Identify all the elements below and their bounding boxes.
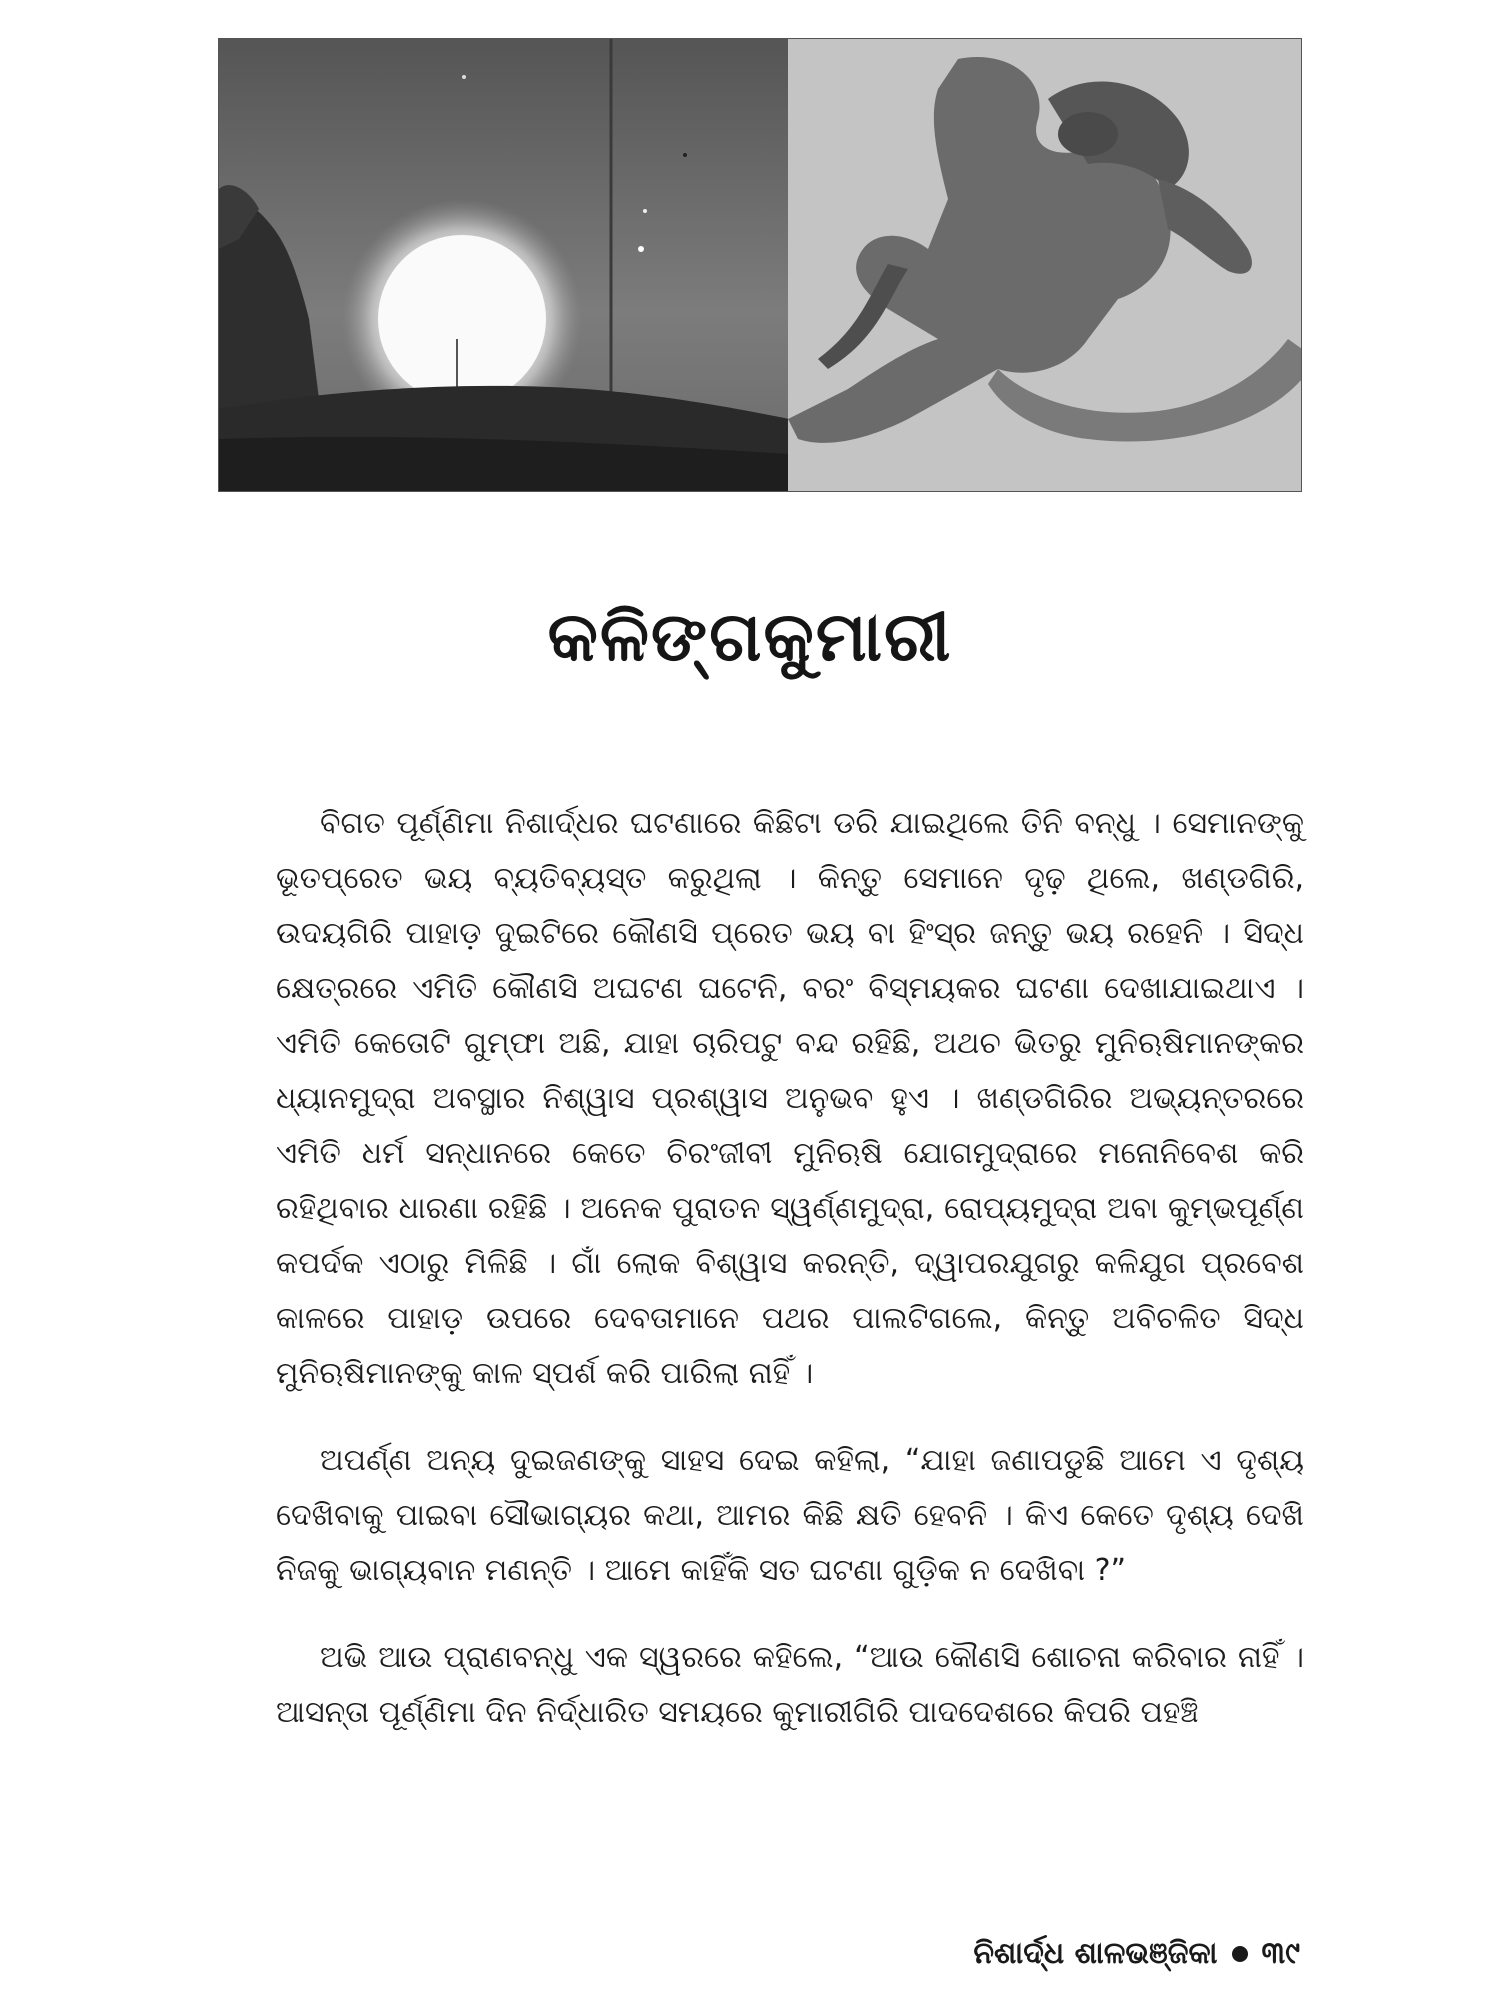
paragraph-2: ଅପର୍ଣ୍ଣ ଅନ୍ୟ ଦୁଇଜଣଙ୍କୁ ସାହସ ଦେଇ କହିଲା, “ଯାହା ଜଣାପଡୁଛି ଆମେ ଏ ଦୃଶ୍ୟ ଦେଖିବାକୁ ପାଇବା ସୌଭାଗ୍ୟର କଥା, ଆମର କିଛି କ୍ଷତି ହେବନି । କିଏ କେତେ ଦୃଶ୍ୟ ଦେଖି ନିଜକୁ ଭାଗ୍ୟବାନ ମଣନ୍ତି । ଆମେ କାହିଁକି ସତ ଘଟଣା ଗୁଡ଼ିକ ନ ଦେଖିବା ?”: [276, 1443, 1304, 1588]
moonlit-night-illustration: [219, 39, 788, 491]
star: [638, 246, 644, 252]
star: [683, 153, 687, 157]
page-number: ୩୯: [1261, 1936, 1300, 1971]
sculpture-illustration: [788, 39, 1301, 491]
stone-sculpture-photo: [788, 39, 1301, 491]
sculpture-head: [1058, 112, 1118, 156]
story-body: [276, 796, 1304, 1772]
star: [643, 209, 647, 213]
paragraph-3: ଅଭି ଆଉ ପ୍ରାଣବନ୍ଧୁ ଏକ ସ୍ୱରରେ କହିଲେ, “ଆଉ କୌଣସି ଶୋଚନା କରିବାର ନାହିଁ । ଆସନ୍ତା ପୂର୍ଣ୍ଣିମା ଦିନ ନିର୍ଦ୍ଧାରିତ ସମୟରେ କୁମାରୀଗିରି ପାଦଦେଶରେ କିପରି ପହଞ୍ଚି: [276, 1640, 1304, 1730]
moon: [378, 235, 546, 403]
bullet-icon: [1232, 1946, 1248, 1962]
moonlit-night-photo: [219, 39, 788, 491]
star: [462, 75, 466, 79]
footer-book-title: ନିଶାର୍ଦ୍ଧ ଶାଳଭଞ୍ଜିକା: [973, 1936, 1218, 1971]
header-photo-collage: [218, 38, 1302, 492]
page-footer: [973, 1936, 1300, 1971]
page-title: କଳିଙ୍ଗକୁମାରୀ: [547, 598, 953, 677]
paragraph-1: ବିଗତ ପୂର୍ଣ୍ଣିମା ନିଶାର୍ଦ୍ଧର ଘଟଣାରେ କିଛିଟା ଡରି ଯାଇଥିଲେ ତିନି ବନ୍ଧୁ । ସେମାନଙ୍କୁ ଭୂତପ୍ରେତ ଭୟ ବ୍ୟତିବ୍ୟସ୍ତ କରୁଥିଲା । କିନ୍ତୁ ସେମାନେ ଦୃଢ଼ ଥିଲେ, ଖଣ୍ଡଗିରି, ଉଦୟଗିରି ପାହାଡ଼ ଦୁଇଟିରେ କୌଣସି ପ୍ରେତ ଭୟ ବା ହିଂସ୍ର ଜନ୍ତୁ ଭୟ ରହେନି । ସିଦ୍ଧ କ୍ଷେତ୍ରରେ ଏମିତି କୌଣସି ଅଘଟଣ ଘଟେନି, ବରଂ ବିସ୍ମୟକର ଘଟଣା ଦେଖାଯାଇଥାଏ । ଏମିତି କେତୋଟି ଗୁମ୍ଫା ଅଛି, ଯାହା ଚାରିପଟୁ ବନ୍ଦ ରହିଛି, ଅଥଚ ଭିତରୁ ମୁନିଋଷିମାନଙ୍କର ଧ୍ୟାନମୁଦ୍ରା ଅବସ୍ଥାର ନିଶ୍ୱାସ ପ୍ରଶ୍ୱାସ ଅନୁଭବ ହୁଏ । ଖଣ୍ଡଗିରିର ଅଭ୍ୟନ୍ତରରେ ଏମିତି ଧର୍ମ ସନ୍ଧାନରେ କେତେ ଚିରଂଜୀବୀ ମୁନିଋଷି ଯୋଗମୁଦ୍ରାରେ ମନୋନିବେଶ କରି ରହିଥିବାର ଧାରଣା ରହିଛି । ଅନେକ ପୁରାତନ ସ୍ୱର୍ଣ୍ଣମୁଦ୍ରା, ରୋପ୍ୟମୁଦ୍ରା ଅବା କୁମ୍ଭପୂର୍ଣ୍ଣ କପର୍ଦକ ଏଠାରୁ ମିଳିଛି । ଗାଁ ଲୋକ ବିଶ୍ୱାସ କରନ୍ତି, ଦ୍ୱାପରଯୁଗରୁ କଳିଯୁଗ ପ୍ରବେଶ କାଳରେ ପାହାଡ଼ ଉପରେ ଦେବତାମାନେ ପଥର ପାଲଟିଗଲେ, କିନ୍ତୁ ଅବିଚଳିତ ସିଦ୍ଧ ମୁନିଋଷିମାନଙ୍କୁ କାଳ ସ୍ପର୍ଶ କରି ପାରିଲା ନାହିଁ ।: [276, 806, 1304, 1391]
